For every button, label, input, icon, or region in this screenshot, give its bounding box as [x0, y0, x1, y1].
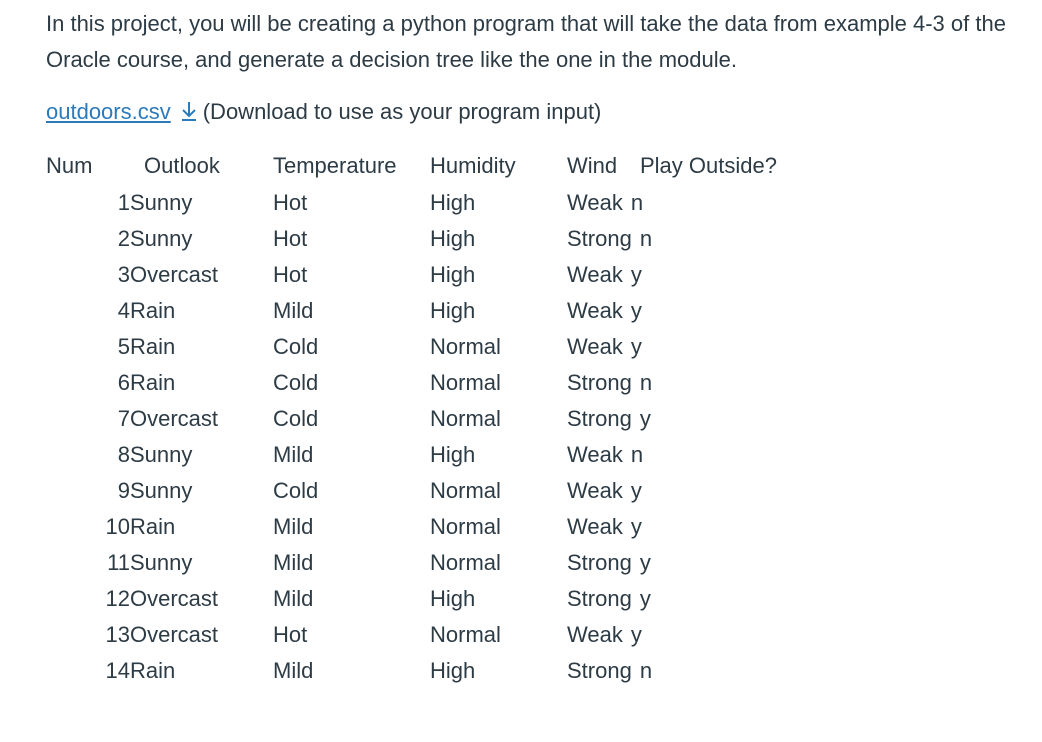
cell-num: 4 [117, 298, 130, 323]
cell-humidity: Normal [430, 334, 501, 359]
cell-outlook: Rain [130, 298, 176, 323]
cell-humidity: High [430, 586, 476, 611]
intro-paragraph: In this project, you will be creating a python program that will take the data from example 4-3 of the Oracle course, and generate a decision tree like the one in the module. [46, 11, 1006, 72]
header-temperature: Temperature [273, 153, 397, 178]
cell-num: 14 [105, 658, 130, 683]
header-num: Num [46, 153, 93, 178]
cell-num: 13 [105, 622, 130, 647]
cell-num: 6 [117, 370, 130, 395]
cell-wind: Strong [567, 550, 632, 575]
cell-temperature: Mild [273, 658, 314, 683]
cell-wind: Strong [567, 226, 632, 251]
cell-wind: Strong [567, 370, 632, 395]
cell-humidity: High [430, 262, 476, 287]
cell-outlook: Sunny [130, 190, 193, 215]
download-arrow-icon[interactable] [179, 100, 199, 122]
cell-play: n [630, 442, 644, 467]
cell-play: y [630, 478, 642, 503]
cell-wind: Weak [567, 622, 623, 647]
cell-temperature: Mild [273, 298, 314, 323]
cell-outlook: Rain [130, 334, 176, 359]
cell-play: n [630, 190, 644, 215]
cell-outlook: Overcast [130, 622, 219, 647]
cell-play: n [639, 658, 653, 683]
cell-play: y [630, 262, 642, 287]
cell-num: 2 [117, 226, 130, 251]
cell-humidity: Normal [430, 478, 501, 503]
header-wind: Wind [567, 153, 618, 178]
cell-temperature: Cold [273, 406, 319, 431]
cell-humidity: Normal [430, 550, 501, 575]
cell-wind: Weak [567, 190, 623, 215]
cell-humidity: Normal [430, 370, 501, 395]
cell-temperature: Hot [273, 226, 308, 251]
cell-temperature: Mild [273, 514, 314, 539]
cell-wind: Weak [567, 514, 623, 539]
download-line [46, 94, 601, 130]
cell-wind: Weak [567, 262, 623, 287]
cell-humidity: Normal [430, 514, 501, 539]
cell-play: y [630, 622, 642, 647]
cell-num: 11 [107, 550, 130, 575]
cell-num: 5 [117, 334, 130, 359]
cell-wind: Weak [567, 478, 623, 503]
cell-num: 1 [117, 190, 130, 215]
cell-humidity: Normal [430, 622, 501, 647]
cell-humidity: High [430, 190, 476, 215]
cell-temperature: Mild [273, 586, 314, 611]
outdoors-csv-link[interactable]: outdoors.csv [46, 99, 171, 124]
cell-num: 12 [105, 586, 130, 611]
cell-temperature: Cold [273, 334, 319, 359]
cell-temperature: Mild [273, 550, 314, 575]
cell-wind: Weak [567, 298, 623, 323]
cell-temperature: Cold [273, 478, 319, 503]
cell-play: n [639, 370, 653, 395]
header-play-outside: Play Outside? [640, 153, 777, 178]
header-humidity: Humidity [430, 153, 516, 178]
cell-humidity: High [430, 442, 476, 467]
cell-num: 8 [117, 442, 130, 467]
cell-temperature: Hot [273, 622, 308, 647]
cell-wind: Strong [567, 658, 632, 683]
cell-wind: Weak [567, 442, 623, 467]
cell-humidity: High [430, 658, 476, 683]
cell-play: y [630, 514, 642, 539]
cell-wind: Strong [567, 406, 632, 431]
cell-num: 7 [117, 406, 130, 431]
cell-play: y [639, 550, 651, 575]
cell-outlook: Overcast [130, 406, 219, 431]
cell-outlook: Overcast [130, 262, 219, 287]
cell-num: 10 [105, 514, 130, 539]
cell-outlook: Sunny [130, 442, 193, 467]
cell-outlook: Rain [130, 514, 176, 539]
cell-outlook: Sunny [130, 550, 193, 575]
cell-outlook: Sunny [130, 478, 193, 503]
cell-play: y [630, 334, 642, 359]
cell-humidity: High [430, 298, 476, 323]
cell-play: n [639, 226, 653, 251]
cell-humidity: High [430, 226, 476, 251]
cell-outlook: Rain [130, 370, 176, 395]
cell-play: y [639, 586, 651, 611]
cell-outlook: Overcast [130, 586, 219, 611]
cell-play: y [639, 406, 651, 431]
cell-num: 9 [117, 478, 130, 503]
cell-wind: Weak [567, 334, 623, 359]
header-outlook: Outlook [144, 153, 220, 178]
cell-temperature: Cold [273, 370, 319, 395]
cell-num: 3 [117, 262, 130, 287]
download-note: (Download to use as your program input) [202, 99, 602, 124]
cell-temperature: Hot [273, 262, 308, 287]
cell-temperature: Mild [273, 442, 314, 467]
cell-wind: Strong [567, 586, 632, 611]
cell-outlook: Rain [130, 658, 176, 683]
cell-outlook: Sunny [130, 226, 193, 251]
cell-temperature: Hot [273, 190, 308, 215]
cell-play: y [630, 298, 642, 323]
cell-humidity: Normal [430, 406, 501, 431]
